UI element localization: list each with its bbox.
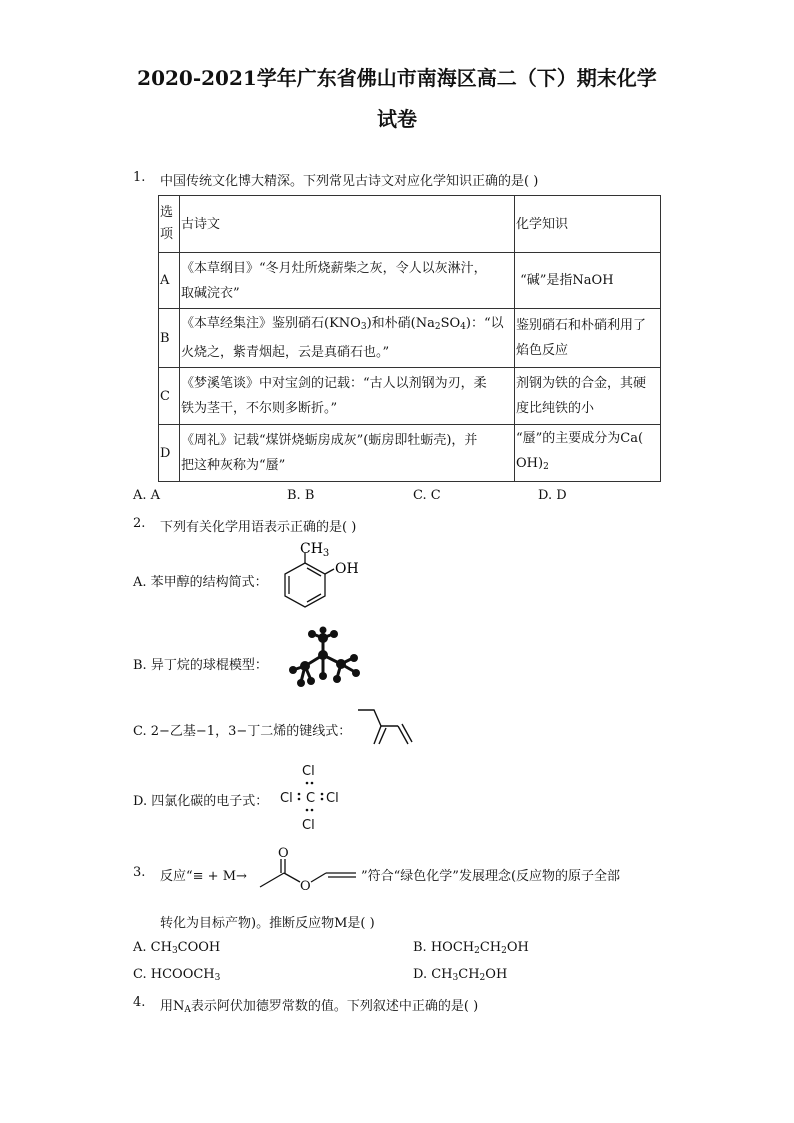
table-row: [159, 425, 661, 482]
q3-stem-line2: 转化为目标产物)。推断反应物M是( ): [160, 916, 375, 931]
q3-option-b[interactable]: B. $HOCH_2CH_2OH$: [413, 940, 529, 956]
table-row: [159, 253, 661, 309]
q3-option-d[interactable]: D. $CH_3CH_2OH$: [413, 967, 508, 983]
header-poem: 古诗文: [180, 196, 515, 253]
title-line-2: 试卷: [377, 107, 417, 131]
row-option: A: [159, 253, 180, 309]
header-option: 选 项: [159, 196, 180, 253]
q3-stem-pre: 反应“≡ + M→: [160, 869, 247, 884]
row-chem: 鉴别硝石和朴硝利用了 焰色反应: [515, 309, 661, 368]
q1-choice-a[interactable]: A. A: [133, 488, 161, 503]
row-option: B: [159, 309, 180, 368]
vinyl-acetate-structure-icon: [256, 843, 360, 893]
q1-table: [158, 195, 661, 482]
ester-o: O: [300, 879, 311, 894]
q2-option-d[interactable]: D. 四氯化碳的电子式：: [133, 794, 269, 809]
title-line-1: 2020-2021学年广东省佛山市南海区高二（下）期末化学: [137, 66, 657, 90]
q1-choice-c[interactable]: C. C: [413, 488, 441, 503]
q2-number: 2.: [133, 516, 146, 531]
ccl4-electron-formula-icon: [278, 762, 348, 832]
cl-right: Cl: [326, 791, 339, 806]
carbon: C: [306, 791, 316, 806]
q3-number: 3.: [133, 865, 146, 880]
methylphenol-structure-icon: [280, 543, 370, 613]
q1-choice-b[interactable]: B. B: [287, 488, 315, 503]
q3-stem-post: ”符合“绿色化学”发展理念(反应物的原子全部: [361, 869, 621, 884]
row-poem: 《周礼》记载“煤饼烧蛎房成灰”(蛎房即牡蛎壳)，并 把这种灰称为“蜃”: [180, 425, 515, 482]
q4-number: 4.: [133, 995, 146, 1010]
row-option: D: [159, 425, 180, 482]
table-row: [159, 309, 661, 368]
q2-option-b[interactable]: B. 异丁烷的球棍模型：: [133, 658, 268, 673]
carbonyl-o: O: [278, 846, 289, 861]
row-poem: 《本草经集注》鉴别硝石$(KNO_3)$和朴硝$(Na_2SO_4)$：“以 火烧之，紫青烟起，云是真硝石也。”: [180, 309, 515, 368]
cl-bottom: Cl: [302, 818, 315, 833]
cl-left: Cl: [280, 791, 293, 806]
header-chem: 化学知识: [515, 196, 661, 253]
q3-option-a[interactable]: A. $CH_3COOH$: [133, 940, 221, 956]
q1-choice-d[interactable]: D. D: [538, 488, 567, 503]
row-chem: “蜃”的主要成分为Ca( $OH)_2$: [515, 425, 661, 482]
q3-option-c[interactable]: C. $HCOOCH_3$: [133, 967, 221, 983]
row-poem: 《梦溪笔谈》中对宝剑的记载：“古人以剂钢为刃，柔 铁为茎干，不尔则多断折。”: [180, 368, 515, 425]
q1-number: 1.: [133, 170, 146, 185]
row-option: C: [159, 368, 180, 425]
oh-label: OH: [335, 561, 359, 577]
q1-stem: 中国传统文化博大精深。下列常见古诗文对应化学知识正确的是( ): [160, 174, 539, 189]
q4-stem: 用$N_A$表示阿伏加德罗常数的值。下列叙述中正确的是( ): [160, 999, 479, 1015]
row-chem: “碱”是指NaOH: [515, 253, 661, 309]
q2-stem: 下列有关化学用语表示正确的是( ): [160, 520, 357, 535]
cl-top: Cl: [302, 764, 315, 779]
row-chem: 剂钢为铁的合金，其硬 度比纯铁的小: [515, 368, 661, 425]
skeletal-formula-icon: [356, 708, 412, 748]
ch3-label: $CH_3$: [300, 541, 330, 559]
isobutane-ball-stick-model-icon: [283, 630, 363, 695]
row-poem: 《本草纲目》“冬月灶所烧薪柴之灰，令人以灰淋汁， 取碱浣衣”: [180, 253, 515, 309]
q2-option-c[interactable]: C. 2−乙基−1，3−丁二烯的键线式：: [133, 724, 352, 739]
q2-option-a[interactable]: A. 苯甲醇的结构简式：: [133, 575, 268, 590]
table-row: [159, 368, 661, 425]
q1-table-header: [159, 196, 661, 253]
